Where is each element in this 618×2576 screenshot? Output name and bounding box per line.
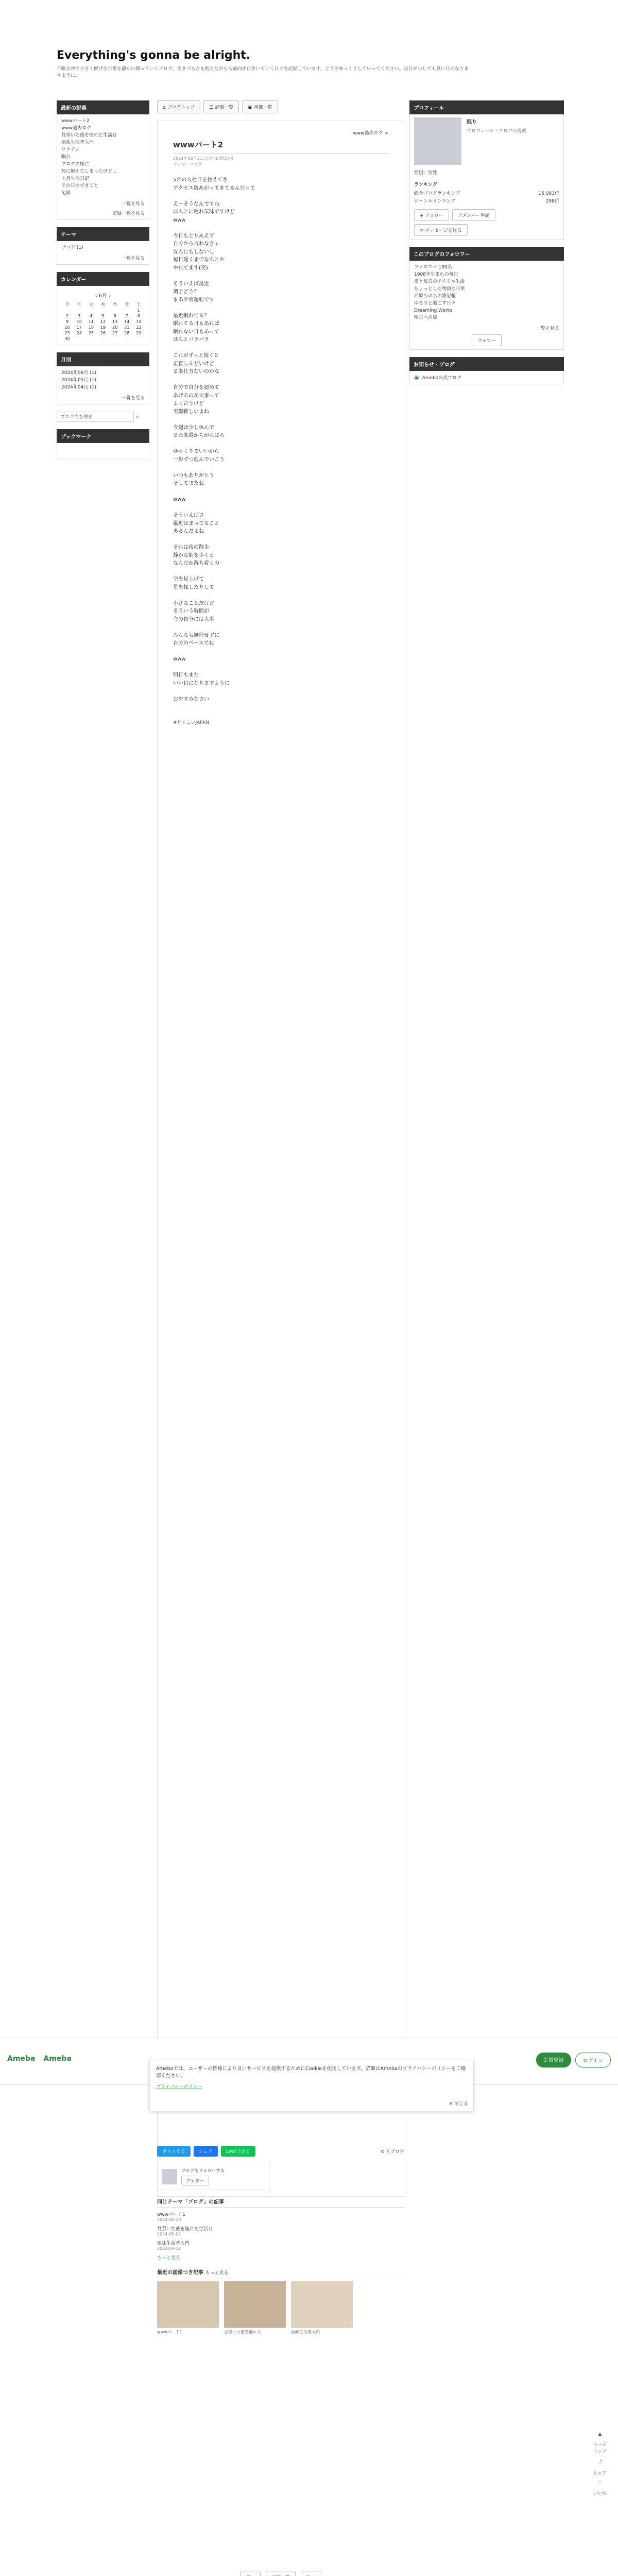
article (157, 121, 404, 2197)
nav-blog-top-button[interactable]: ⌂ ブログトップ (157, 100, 200, 113)
ameba-icon: ◉ (414, 374, 419, 381)
reblog-icon: ⟲ (380, 2149, 386, 2155)
archive-more-link[interactable]: 一覧を見る (121, 396, 145, 401)
latest-article-link[interactable]: www過去ログ (61, 126, 92, 131)
ranking-value: 15,083位 (538, 191, 559, 196)
calendar-day: 28 (124, 331, 130, 335)
share-button[interactable]: ⤴ シェア (592, 2459, 608, 2476)
theme-box (57, 241, 149, 265)
calendar-day: 9 (66, 319, 69, 324)
follower-link[interactable]: Dreaming Works (414, 308, 453, 313)
latest-article-link[interactable]: ワクチン (61, 147, 80, 152)
calendar-prev-icon[interactable]: ‹ (95, 293, 99, 299)
image-icon: ▣ (248, 105, 254, 110)
main-nav (157, 100, 404, 113)
calendar-day: 13 (112, 319, 118, 324)
latest-article-link[interactable]: 地味生活者入門 (61, 140, 94, 145)
calendar-day (109, 336, 121, 342)
prev-button[interactable] (240, 2571, 261, 2576)
login-button[interactable]: ログイン (575, 2053, 611, 2067)
related-item[interactable]: 見習いた後を憧れた生活目 2024-05-01 (157, 2227, 213, 2236)
notice-box (409, 371, 564, 384)
previous-article-link[interactable]: www過去ログ > (353, 131, 388, 136)
follower-link[interactable]: ちょっとした物語な日常 (414, 286, 466, 292)
search-area (57, 412, 149, 422)
bookmark-heading: ブックマーク (57, 429, 149, 443)
follow-button-2[interactable]: フォロー (472, 334, 502, 346)
calendar-day: 1 (137, 308, 140, 313)
ranking-heading: ランキング (414, 182, 437, 188)
page-top-button[interactable]: ▲ ページトップ (593, 2432, 607, 2454)
blog-header (0, 0, 618, 98)
calendar-day (73, 308, 85, 313)
calendar-day: 2 (66, 314, 69, 318)
calendar-day: 11 (88, 319, 94, 324)
theme-heading: テーマ (57, 227, 149, 241)
photo-heading: 最近の画像つき記事 もっと見る (157, 2268, 404, 2278)
notice-text: Ameba公式ブログ (422, 376, 462, 381)
follow-card-button[interactable]: フォロー (181, 2176, 209, 2185)
calendar-day: 4 (90, 314, 93, 318)
calendar-weekday: 月 (77, 302, 81, 307)
calendar-day: 30 (64, 336, 70, 341)
calendar-day (85, 336, 97, 342)
heart-icon: ♡ (597, 2480, 603, 2485)
related-list (157, 2211, 404, 2261)
calendar-weekday: 土 (136, 302, 141, 307)
search-icon[interactable]: ⌕ (135, 413, 139, 420)
follow-card (157, 2163, 269, 2190)
follower-link[interactable]: フォロワー 100名 (414, 265, 452, 270)
calendar-day (121, 336, 133, 342)
latest-article-link[interactable]: 七月生活日記 (61, 176, 90, 181)
calendar-day (61, 308, 73, 313)
theme-link[interactable]: ブログ (1) (61, 245, 83, 250)
calendar-day: 7 (125, 314, 128, 318)
profile-actions (414, 209, 559, 221)
ameba-logo-2[interactable]: Ameba (43, 2055, 72, 2063)
calendar-heading: カレンダー (57, 272, 149, 286)
article-title[interactable]: wwwパート2 (173, 139, 388, 154)
ranking-label: 総合ブログランキング (414, 191, 460, 196)
article-meta (173, 156, 388, 168)
latest-article-link[interactable]: 死に抱えてしまったけど… (61, 169, 117, 174)
register-button[interactable]: 会員登録 (536, 2053, 571, 2067)
share-line-button[interactable]: LINEで送る (221, 2146, 255, 2157)
calendar-box (57, 286, 149, 345)
profile-name[interactable]: 眠り (467, 120, 477, 125)
floating-side-icons (592, 2432, 608, 2500)
follow-button[interactable]: + フォロー (414, 209, 449, 221)
related-item[interactable]: wwwパート1 2024-05-20 (157, 2212, 185, 2222)
blog-title[interactable]: Everything's gonna be alright. (57, 49, 251, 62)
calendar-month: ‹ 6月 › (95, 293, 111, 299)
archive-link[interactable]: 2024年06月 (1) (61, 370, 96, 376)
message-button[interactable]: ✉ メッセージを送る (414, 224, 468, 236)
ranking-value: 298位 (545, 199, 559, 204)
left-sidebar (57, 100, 149, 467)
photo-thumb (224, 2281, 286, 2328)
amember-button[interactable]: アメンバー申請 (452, 209, 495, 221)
calendar-day: 21 (124, 325, 130, 330)
calendar-day (73, 336, 85, 342)
calendar-weekday: 水 (100, 302, 105, 307)
photo-item[interactable] (224, 2281, 286, 2335)
mail-icon: ✉ (420, 228, 425, 233)
like-button[interactable]: ♡ いいね (593, 2480, 607, 2496)
follower-link[interactable]: 愛と毎日のアイドル生活 (414, 279, 465, 284)
photo-thumb (157, 2281, 219, 2328)
related-more-link[interactable]: もっと見る (157, 2256, 181, 2261)
below-article (157, 2146, 404, 2335)
calendar-day (97, 336, 109, 342)
share-icon: ⤴ (597, 2460, 603, 2465)
photo-more-link[interactable]: もっと見る (205, 2270, 229, 2276)
notice-heading: お知らせ・ブログ (409, 357, 564, 371)
latest-article-link[interactable]: wwwパート2 (61, 118, 90, 124)
calendar-table (61, 301, 145, 342)
article-body: 5月の入社日を控えてさ アクセス数あがってきてるんだって えーそうなんですね ほんとに遅れ気味ですけど www 今日もとりあえず 自分から言わなきゃ なんにもしないし 毎日遅くまでなんとか やれてます(笑) そういえば最近 調子どう？ まあ平常運転です 最近眠れてる？ 眠れてる日もあれば 眠れない日もあって ほんとバラバラ これがずっと続くと 正直しんどいけど まあ仕方ないのかな 自分で自分を認めて あげるのが大事って よく言うけど 実際難しいよね 今週は少し休んで また来週からがんばろ ゆっくりでいいから 一歩ずつ進んでいこう いつもありがとう そしてまたね www そういえばさ 最近はまってること あるんだよね それは夜の散歩 静かな街を歩くと なんだか落ち着くの 空を見上げて 星を探したりして 小さなことだけど そういう時間が 今の自分には大事 みんなも無理せずに 自分のペースでね www 明日もまた いい日になりますように おやすみなさい (173, 177, 255, 702)
blog-description: 不眠女神の小さく儚げな日常を静かに綴っていくブログ。生きづらさを抱えながらも前向きに歩いていく日々を記録しています。どうぞゆっくりしていってください。毎日が少しでも良い日になりますように。 (57, 66, 469, 78)
calendar-day: 29 (136, 331, 142, 335)
ranking-row (414, 190, 559, 196)
calendar-day: 3 (78, 314, 81, 318)
list-icon: ☰ (209, 105, 215, 110)
photo-item[interactable] (157, 2281, 219, 2335)
share-x-button[interactable]: ポストする (157, 2146, 191, 2157)
theme-more-link[interactable]: 一覧を見る (121, 256, 145, 261)
calendar-day: 17 (76, 325, 82, 330)
calendar-day: 19 (100, 325, 106, 330)
follower-link[interactable]: 1988年生まれの毎日 (414, 272, 458, 277)
latest-article-link[interactable]: その日のできごと (61, 183, 99, 189)
latest-article-link[interactable]: 記録 (61, 191, 71, 196)
article-date: 2024年06月11日(火) 17時27分 (173, 156, 234, 161)
article-signature[interactable]: #どすこいJAPAN (173, 720, 209, 725)
ameba-logo[interactable]: Ameba (7, 2055, 36, 2063)
arrow-up-icon: ▲ (598, 2432, 602, 2437)
photo-thumb (291, 2281, 353, 2328)
calendar-day: 16 (64, 325, 70, 330)
profile-heading: プロフィール (409, 100, 564, 114)
calendar-day: 8 (137, 314, 140, 318)
reblog-link[interactable]: ⟲ リブログ (380, 2149, 404, 2155)
photo-item[interactable] (291, 2281, 353, 2335)
latest-more-link-2[interactable]: 記録一覧を見る (112, 211, 145, 216)
follower-link[interactable]: ゆるりと過ごす日々 (414, 301, 456, 306)
photo-caption: 見習いた後を憧れた (224, 2330, 261, 2334)
nav-image-list-button[interactable]: ▣ 画像一覧 (242, 100, 278, 113)
profile-gender: 性別：女性 (414, 171, 438, 176)
calendar-day: 26 (100, 331, 106, 335)
followers-box (409, 261, 564, 350)
profile-desc: プロフィール・ブログの説明 (467, 129, 527, 134)
follow-prompt: ブログをフォローする (181, 2168, 225, 2174)
article-theme[interactable]: テーマ：ブログ (173, 162, 202, 167)
related-heading: 同じテーマ「ブログ」の記事 (157, 2197, 404, 2208)
calendar-day: 25 (88, 331, 94, 335)
photo-caption: wwwパート1 (157, 2330, 182, 2334)
nav-article-list-button[interactable]: ☰ 記事一覧 (203, 100, 239, 113)
follower-link[interactable]: 明日への扉 (414, 315, 438, 320)
calendar-day: 22 (136, 325, 142, 330)
calendar-day (121, 308, 133, 313)
privacy-policy-link[interactable]: プライバシーポリシー (156, 2084, 202, 2090)
calendar-day: 23 (64, 331, 70, 335)
follow-avatar[interactable] (162, 2169, 177, 2184)
photo-thumbs (157, 2281, 404, 2335)
share-facebook-button[interactable]: シェア (194, 2146, 218, 2157)
latest-article-link[interactable]: 眠れ (61, 155, 71, 160)
bottom-nav (157, 2571, 404, 2576)
calendar-day: 27 (112, 331, 118, 335)
photo-caption: 地味生活者入門 (291, 2330, 320, 2334)
calendar-weekday: 金 (125, 302, 129, 307)
ranking-label: ジャンルランキング (414, 199, 456, 204)
cookie-notice-text: Amebaでは、ユーザーの皆様により良いサービスを提供するためにCookieを使用しています。詳細はAmebaのプライバシーポリシーをご確認ください。 (156, 2066, 466, 2079)
archive-link[interactable]: 2024年04月 (1) (61, 385, 96, 390)
latest-articles-heading: 最新の記事 (57, 100, 149, 114)
calendar-day (133, 336, 145, 342)
avatar[interactable] (414, 117, 461, 165)
next-button[interactable] (301, 2571, 321, 2576)
calendar-day (109, 308, 121, 313)
follower-link[interactable]: 西原ものらの雑記帳 (414, 294, 456, 299)
archive-heading: 月別 (57, 352, 149, 366)
latest-article-link[interactable]: 見習いた後を憧れた生活目 (61, 133, 117, 138)
latest-article-link[interactable]: ブログの様に (61, 162, 90, 167)
notice-item[interactable] (414, 374, 559, 381)
calendar-day (97, 308, 109, 313)
calendar-weekday: 火 (89, 302, 93, 307)
blog-search-input[interactable] (57, 412, 134, 422)
calendar-day: 20 (112, 325, 118, 330)
cookie-close-button[interactable]: ✕ 閉じる (449, 2102, 468, 2107)
plus-icon: + (420, 213, 425, 218)
home-icon: ⌂ (163, 105, 167, 110)
followers-more-link[interactable]: 一覧を見る (536, 326, 559, 331)
ranking-row (414, 197, 559, 204)
calendar-day (85, 308, 97, 313)
calendar-day: 12 (100, 319, 106, 324)
calendar-weekday: 日 (65, 302, 70, 307)
list-button[interactable] (266, 2571, 296, 2576)
followers-heading: このブログのフォロワー (409, 247, 564, 261)
right-sidebar (409, 100, 564, 392)
archive-link[interactable]: 2024年05月 (1) (61, 378, 96, 383)
calendar-day: 6 (113, 314, 116, 318)
calendar-day: 5 (101, 314, 105, 318)
calendar-day: 10 (76, 319, 82, 324)
archive-box (57, 366, 149, 404)
share-row (157, 2146, 404, 2157)
cookie-notice (149, 2060, 474, 2111)
calendar-day: 15 (136, 319, 142, 324)
calendar-next-icon[interactable]: › (107, 293, 111, 299)
profile-box (409, 114, 564, 240)
related-item[interactable]: 地味生活者入門 2024-04-12 (157, 2241, 190, 2251)
calendar-day: 14 (124, 319, 130, 324)
main-column (157, 100, 404, 2197)
bookmark-box (57, 443, 149, 460)
latest-more-link[interactable]: 一覧を見る (121, 201, 145, 207)
calendar-day: 18 (88, 325, 94, 330)
calendar-day: 24 (76, 331, 82, 335)
latest-articles-box (57, 114, 149, 220)
calendar-weekday: 木 (113, 302, 117, 307)
